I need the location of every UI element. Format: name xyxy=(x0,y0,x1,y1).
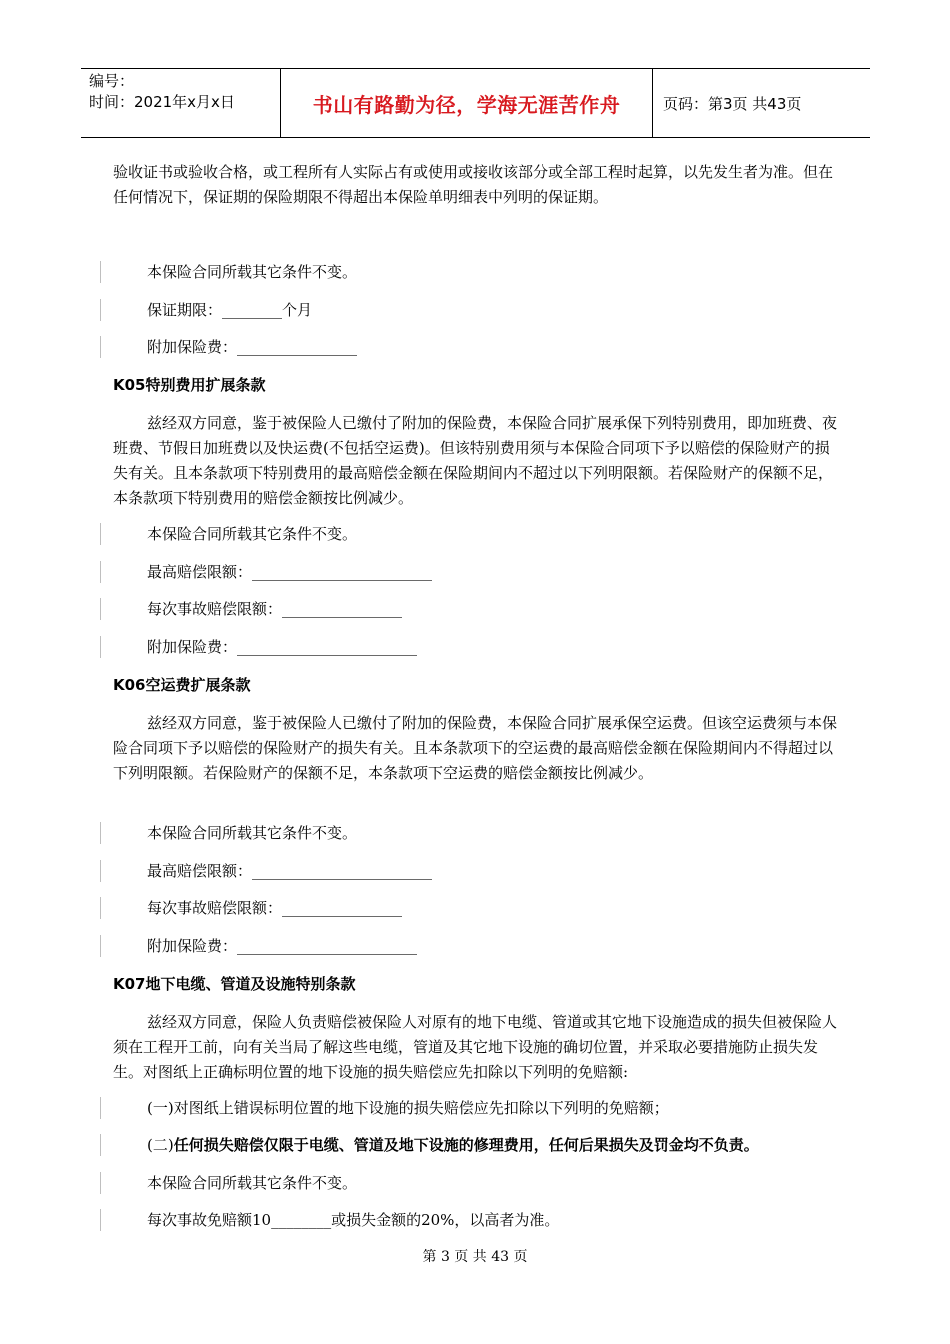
k07-condition-line: 本保险合同所载其它条件不变。 xyxy=(113,1172,357,1194)
continued-paragraph: 验收证书或验收合格，或工程所有人实际占有或使用或接收该部分或全部工程时起算，以先发生者为准。但在任何情况下，保证期的保险期限不得超出本保险单明细表中列明的保证期。 xyxy=(113,163,834,206)
page-footer: 第 3 页 共 43 页 xyxy=(422,1249,528,1265)
header-motto: 书山有路勤为径，学海无涯苦作舟 xyxy=(281,69,653,137)
k07-item-one: (一)对图纸上错误标明位置的地下设施的损失赔偿应先扣除以下列明的免赔额； xyxy=(113,1097,669,1119)
k04-period-line: 保证期限：________个月 xyxy=(113,299,312,321)
k06-paragraph: 兹经双方同意，鉴于被保险人已缴付了附加的保险费，本保险合同扩展承保空运费。但该空运费须与本保险合同项下予以赔偿的保险财产的损失有关。且本条款项下的空运费的最高赔偿金额在保险期间内不得超过以下列明限额。若保险财产的保额不足，本条款项下空运费的赔偿金额按比例减少。 xyxy=(113,714,838,782)
header-page-label: 页码：第3页 共43页 xyxy=(663,94,802,113)
k05-per-accident-line: 每次事故赔偿限额：________________ xyxy=(113,598,402,620)
k07-item-two: (二)任何损失赔偿仅限于电缆、管道及地下设施的修理费用，任何后果损失及罚金均不负责。 xyxy=(113,1134,759,1156)
k05-premium-line: 附加保险费：________________________ xyxy=(113,636,417,658)
k06-heading: K06空运费扩展条款 xyxy=(113,676,251,694)
k06-premium-line: 附加保险费：________________________ xyxy=(113,935,417,957)
k05-max-limit-line: 最高赔偿限额：________________________ xyxy=(113,561,432,583)
serial-label: 编号： xyxy=(89,72,135,90)
k04-premium-line: 附加保险费：________________ xyxy=(113,336,357,358)
k07-paragraph: 兹经双方同意，保险人负责赔偿被保险人对原有的地下电缆、管道或其它地下设施造成的损失但被保险人须在工程开工前，向有关当局了解这些电缆，管道及其它地下设施的确切位置，并采取必要措施防止损失发生。对图纸上正确标明位置的地下设施的损失赔偿应先扣除以下列明的免赔额: xyxy=(113,1013,838,1081)
k05-heading: K05特别费用扩展条款 xyxy=(113,376,266,394)
k05-paragraph: 兹经双方同意，鉴于被保险人已缴付了附加的保险费，本保险合同扩展承保下列特别费用，即加班费、夜班费、节假日加班费以及快运费(不包括空运费)。但该特别费用须与本保险合同项下予以赔偿的保险财产的损失有关。且本条款项下特别费用的最高赔偿金额在保险期间内不超过以下列明限额。若保险财产的保额不足，本条款项下特别费用的赔偿金额按比例减少。 xyxy=(113,414,838,507)
k04-condition-line: 本保险合同所载其它条件不变。 xyxy=(113,261,357,283)
k05-condition-line: 本保险合同所载其它条件不变。 xyxy=(113,523,357,545)
k07-heading: K07地下电缆、管道及设施特别条款 xyxy=(113,975,356,993)
k06-max-limit-line: 最高赔偿限额：________________________ xyxy=(113,860,432,882)
k06-per-accident-line: 每次事故赔偿限额：________________ xyxy=(113,897,402,919)
time-label: 时间：2021年x月x日 xyxy=(89,93,235,111)
k06-condition-line: 本保险合同所载其它条件不变。 xyxy=(113,822,357,844)
page-header xyxy=(81,68,870,138)
header-meta xyxy=(81,69,281,137)
k07-deductible-line: 每次事故免赔额10________或损失金额的20%，以高者为准。 xyxy=(113,1209,559,1231)
